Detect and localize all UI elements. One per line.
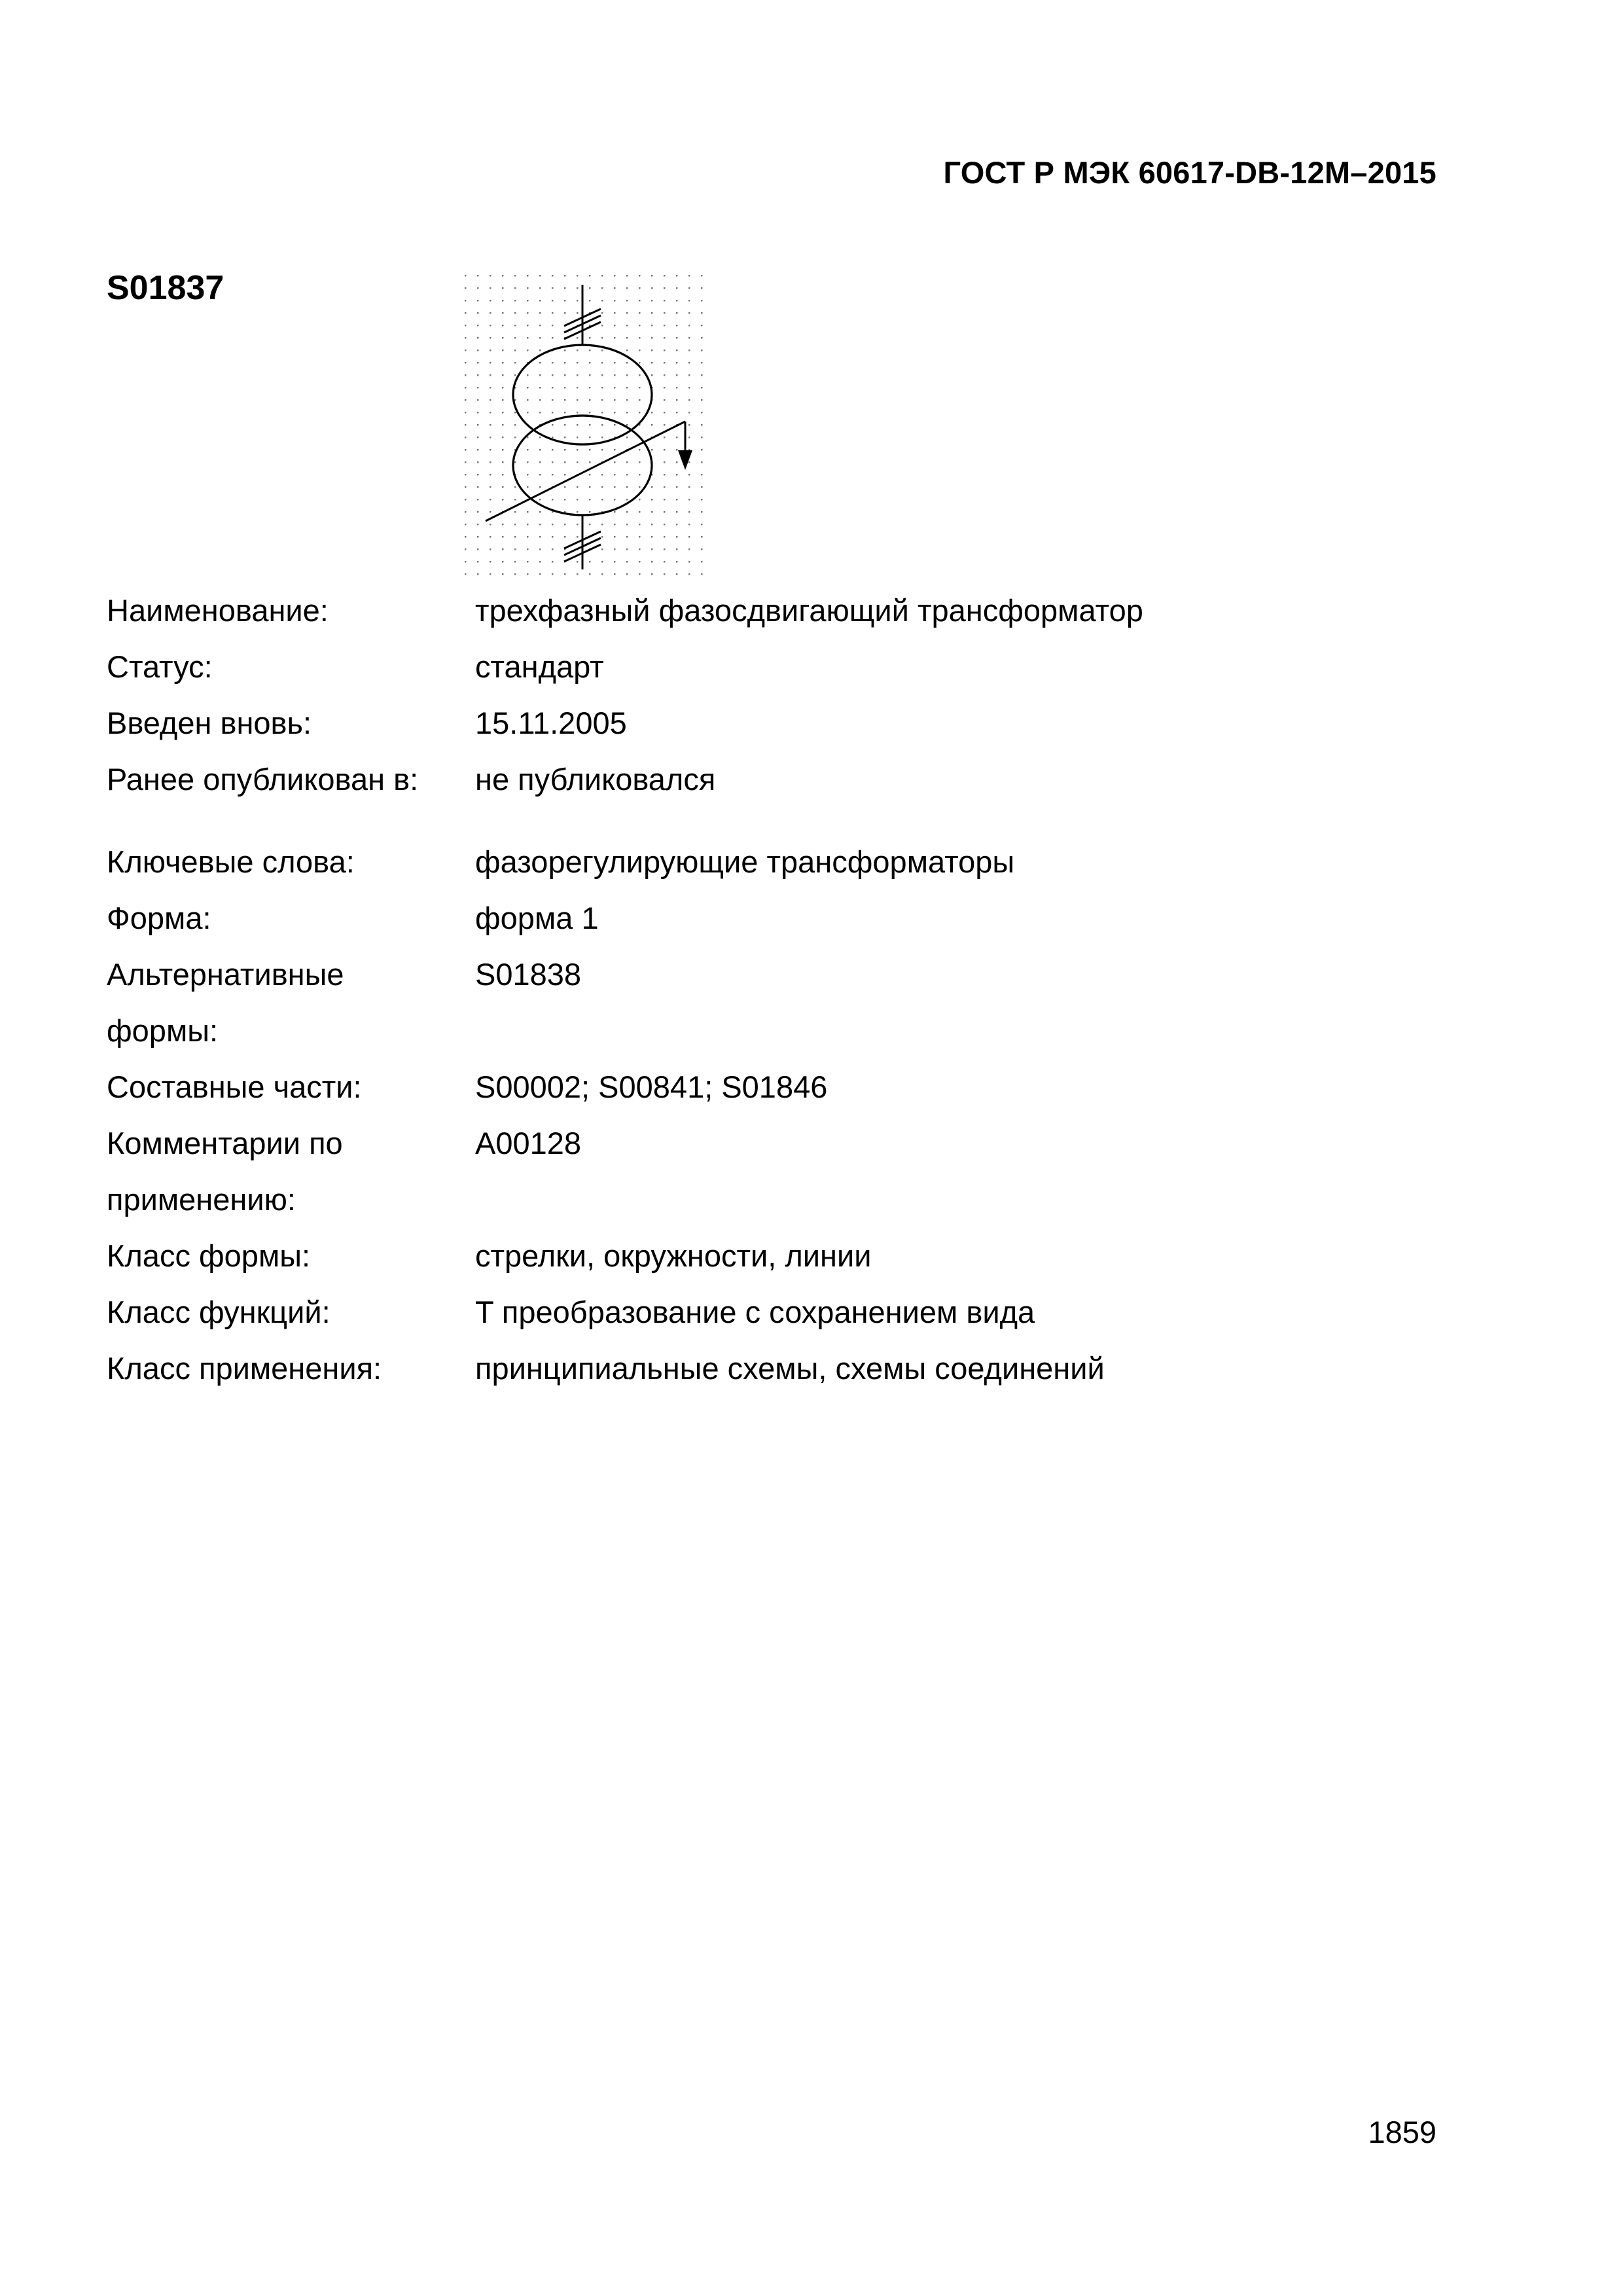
field-label: Статус: — [107, 649, 213, 684]
field-label: Класс формы: — [107, 1238, 311, 1273]
field-value: S01838 — [475, 957, 582, 992]
field-row-name — [107, 583, 1435, 639]
field-row-components — [107, 1059, 1435, 1115]
field-label: Форма: — [107, 901, 211, 935]
field-row-status — [107, 639, 1435, 695]
symbol-code: S01837 — [107, 269, 224, 307]
standard-header: ГОСТ Р МЭК 60617-DB-12M–2015 — [943, 155, 1436, 190]
field-value: фазорегулирующие трансформаторы — [475, 844, 1015, 879]
field-row-alternative-forms-cont — [107, 1003, 1435, 1059]
field-label: Составные части: — [107, 1069, 362, 1104]
field-value: A00128 — [475, 1126, 582, 1160]
field-row-shape-class — [107, 1228, 1435, 1284]
field-value: не публиковался — [475, 762, 716, 797]
field-label: применению: — [107, 1182, 296, 1217]
field-row-published — [107, 751, 1435, 808]
page-number: 1859 — [1368, 2115, 1436, 2149]
field-label: Альтернативные — [107, 957, 344, 992]
transformer-symbol-icon — [458, 268, 707, 583]
field-value: принципиальные схемы, схемы соединений — [475, 1351, 1105, 1386]
field-label: Наименование: — [107, 593, 329, 628]
field-value: S00002; S00841; S01846 — [475, 1069, 828, 1104]
field-row-alternative-forms — [107, 946, 1435, 1003]
field-label: Комментарии по — [107, 1126, 343, 1160]
field-label: Класс функций: — [107, 1295, 330, 1329]
field-value — [475, 1172, 1435, 1228]
field-row-form — [107, 890, 1435, 946]
field-label: Введен вновь: — [107, 706, 312, 740]
field-row-application-class — [107, 1340, 1435, 1397]
field-label: Класс применения: — [107, 1351, 382, 1386]
field-label: формы: — [107, 1013, 219, 1048]
field-row-function-class — [107, 1284, 1435, 1340]
field-row-application-notes — [107, 1115, 1435, 1172]
field-value: 15.11.2005 — [475, 706, 627, 740]
attributes-table — [107, 583, 1435, 1397]
field-row-keywords — [107, 834, 1435, 890]
field-value: трехфазный фазосдвигающий трансформатор — [475, 593, 1143, 628]
field-row-introduced — [107, 695, 1435, 751]
field-value: форма 1 — [475, 901, 599, 935]
field-row-application-notes-cont — [107, 1172, 1435, 1228]
field-label: Ранее опубликован в: — [107, 762, 419, 797]
field-value: стрелки, окружности, линии — [475, 1238, 872, 1273]
field-value: T преобразование с сохранением вида — [475, 1295, 1035, 1329]
field-value: стандарт — [475, 649, 604, 684]
field-value — [475, 1003, 1435, 1059]
field-label: Ключевые слова: — [107, 844, 355, 879]
